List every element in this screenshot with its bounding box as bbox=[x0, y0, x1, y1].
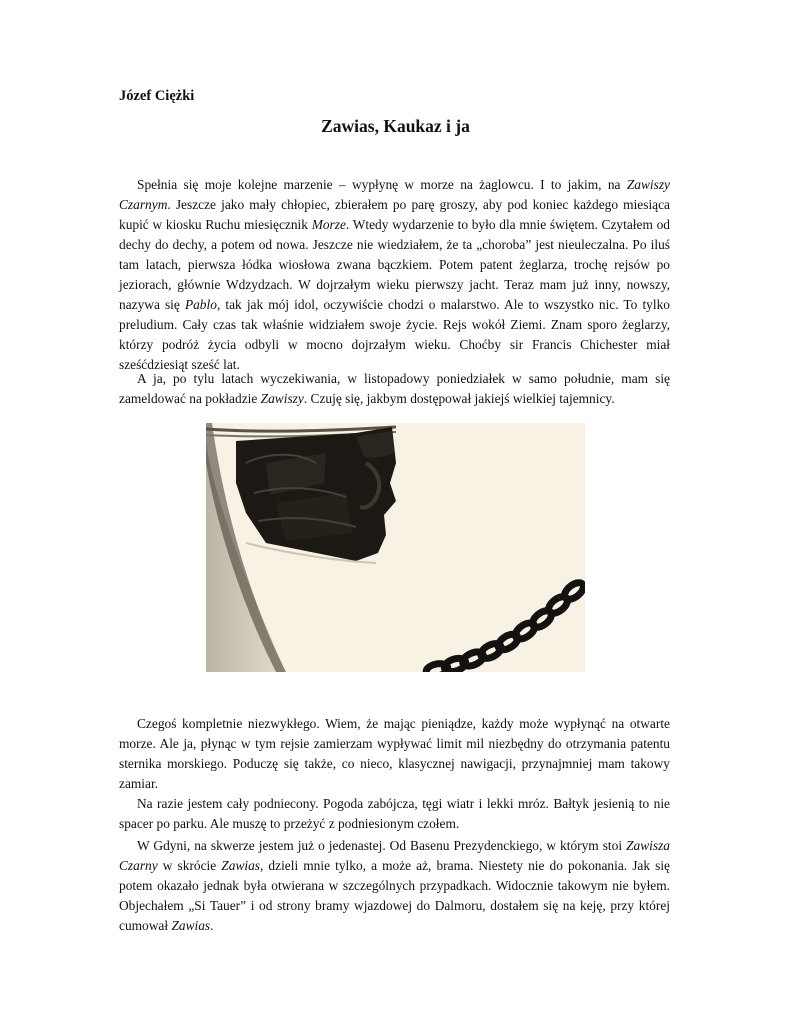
italic-text-run: Zawiszy Czarnym bbox=[119, 177, 670, 213]
italic-text-run: Zawisza Czarny bbox=[119, 838, 670, 874]
text-run: Czegoś kompletnie niezwykłego. Wiem, że mając pieniądze, każdy może wypłynąć na otwarte morze. Ale ja, płynąc w tym rejsie zamierzam wypływać limit mil niezbędny do otrzymania patentu sternika morskiego. Poduczę się także, co nieco, klasycznej nawigacji, przynajmniej mam takowy zamiar. bbox=[119, 716, 670, 792]
italic-text-run: Morze bbox=[311, 217, 346, 233]
paragraph-4 bbox=[119, 794, 670, 834]
italic-text-run: Pablo bbox=[184, 297, 217, 313]
paragraph-3 bbox=[119, 714, 670, 794]
text-run: Spełnia się moje kolejne marzenie – wypłynę w morze na żaglowcu. I to jakim, na bbox=[137, 177, 627, 193]
article-title: Zawias, Kaukaz i ja bbox=[321, 116, 470, 136]
text-run: . Jeszcze jako mały chłopiec, zbierałem po parę groszy, aby pod koniec każdego miesiąca kupić w kiosku Ruchu miesięcznik bbox=[119, 197, 670, 233]
paragraph-1 bbox=[119, 175, 670, 375]
text-run: W Gdyni, na skwerze jestem już o jedenastej. Od Basenu Prezydenckiego, w którym stoi bbox=[137, 838, 627, 854]
text-run: w skrócie bbox=[157, 858, 222, 874]
text-run: . bbox=[210, 918, 214, 934]
author-name: Józef Ciężki bbox=[119, 88, 195, 104]
paragraph-2 bbox=[119, 369, 670, 409]
text-run: . Czuję się, jakbym dostępował jakiejś wielkiej tajemnicy. bbox=[303, 391, 615, 407]
ship-figurehead-photo bbox=[206, 423, 585, 672]
paragraph-5 bbox=[119, 836, 670, 936]
text-run: , tak jak mój idol, oczywiście chodzi o malarstwo. Ale to wszystko nic. To tylko preludium. Cały czas tak właśnie widziałem swoje życie. Rejs wokół Ziemi. Znam sporo żeglarzy, którzy podróż życia odbyli w mocno dojrzałym wieku. Choćby sir Francis Chichester miał sześćdziesiąt sześć lat. bbox=[119, 297, 670, 373]
text-run: . Wtedy wydarzenie to było dla mnie świętem. Czytałem od dechy do dechy, a potem od nowa. Jeszcze nie wiedziałem, że ta „choroba” jest nieuleczalna. Po iluś tam latach, pierwsza łódka wiosłowa zwana bączkiem. Potem patent żeglarza, trochę rejsów po jeziorach, głównie Wdzydzach. W dojrzałym wieku pierwszy jacht. Teraz mam już inny, nowszy, nazywa się bbox=[119, 217, 670, 313]
italic-text-run: Zawias bbox=[221, 858, 260, 874]
italic-text-run: Zawias bbox=[171, 918, 211, 934]
text-run: , dzieli mnie tylko, a może aż, brama. Niestety nie do pokonania. Jak się potem okazało jednak była otwierana w szczególnych przypadkach. Widocznie takowym nie byłem. Objechałem „Si Tauer” i od strony bramy wjazdowej do Dalmoru, dostałem się na keję, przy której cumował bbox=[119, 858, 670, 934]
text-run: Na razie jestem cały podniecony. Pogoda zabójcza, tęgi wiatr i lekki mróz. Bałtyk jesienią to nie spacer po parku. Ale muszę to przeżyć z podniesionym czołem. bbox=[119, 796, 670, 832]
text-run: A ja, po tylu latach wyczekiwania, w listopadowy poniedziałek w samo południe, mam się zameldować na pokładzie bbox=[119, 371, 670, 407]
italic-text-run: Zawiszy bbox=[260, 391, 304, 407]
